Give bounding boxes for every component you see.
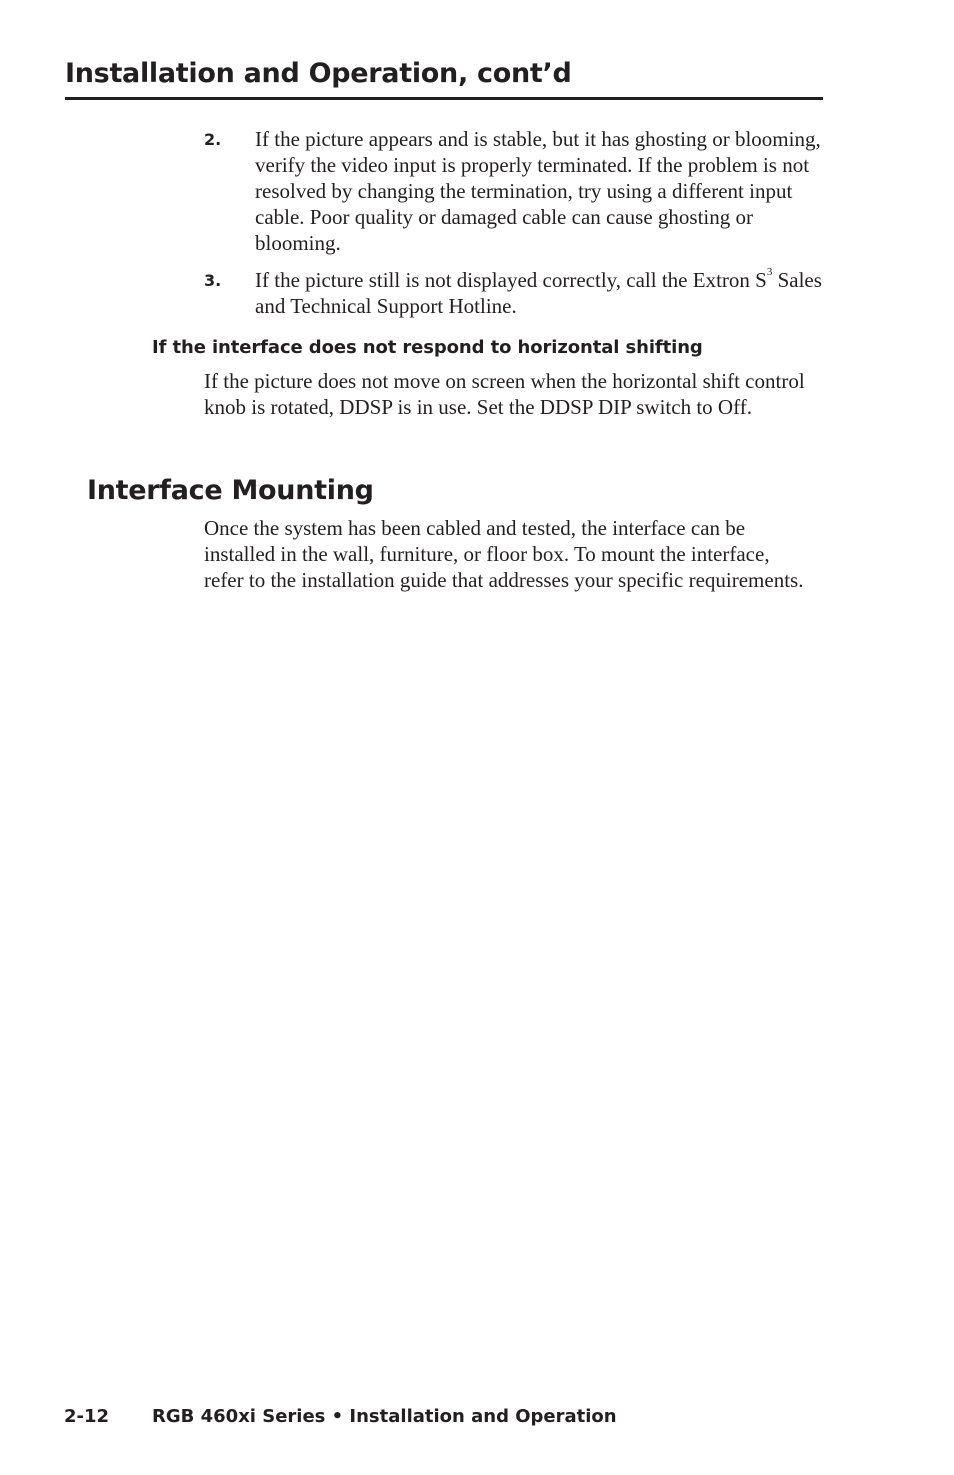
section-body: Once the system has been cabled and tested, the interface can be installed in the wall, furniture, or floor box. To mount the interface, refer to the installation guide that addresses your specific requirements. <box>204 516 804 592</box>
list-item-text-before: If the picture still is not displayed correctly, call the Extron S <box>255 268 767 292</box>
list-item-text <box>255 267 825 319</box>
page-footer <box>64 1404 617 1430</box>
list-item-text-after: Sales and Technical Support Hotline. <box>255 268 822 318</box>
footer-document-title: RGB 460xi Series • Installation and Operation <box>152 1406 617 1427</box>
list-item-number: 2. <box>204 130 222 149</box>
subsection-heading: If the interface does not respond to horizontal shifting <box>152 337 703 358</box>
section-heading: Interface Mounting <box>87 475 374 506</box>
list-item-text: If the picture appears and is stable, but it has ghosting or blooming, verify the video input is properly terminated. If the problem is not resolved by changing the termination, try using a different input cable. Poor quality or damaged cable can cause ghosting or blooming. <box>255 127 821 255</box>
list-item-2 <box>204 126 824 256</box>
superscript-3: 3 <box>766 266 773 278</box>
footer-page-number: 2-12 <box>64 1406 110 1427</box>
page-title: Installation and Operation, cont’d <box>65 58 572 89</box>
page-header <box>65 56 823 100</box>
list-item-number: 3. <box>204 271 222 290</box>
subsection-body: If the picture does not move on screen when the horizontal shift control knob is rotated, DDSP is in use. Set the DDSP DIP switch to Off. <box>204 369 805 419</box>
list-item-3 <box>204 267 824 319</box>
